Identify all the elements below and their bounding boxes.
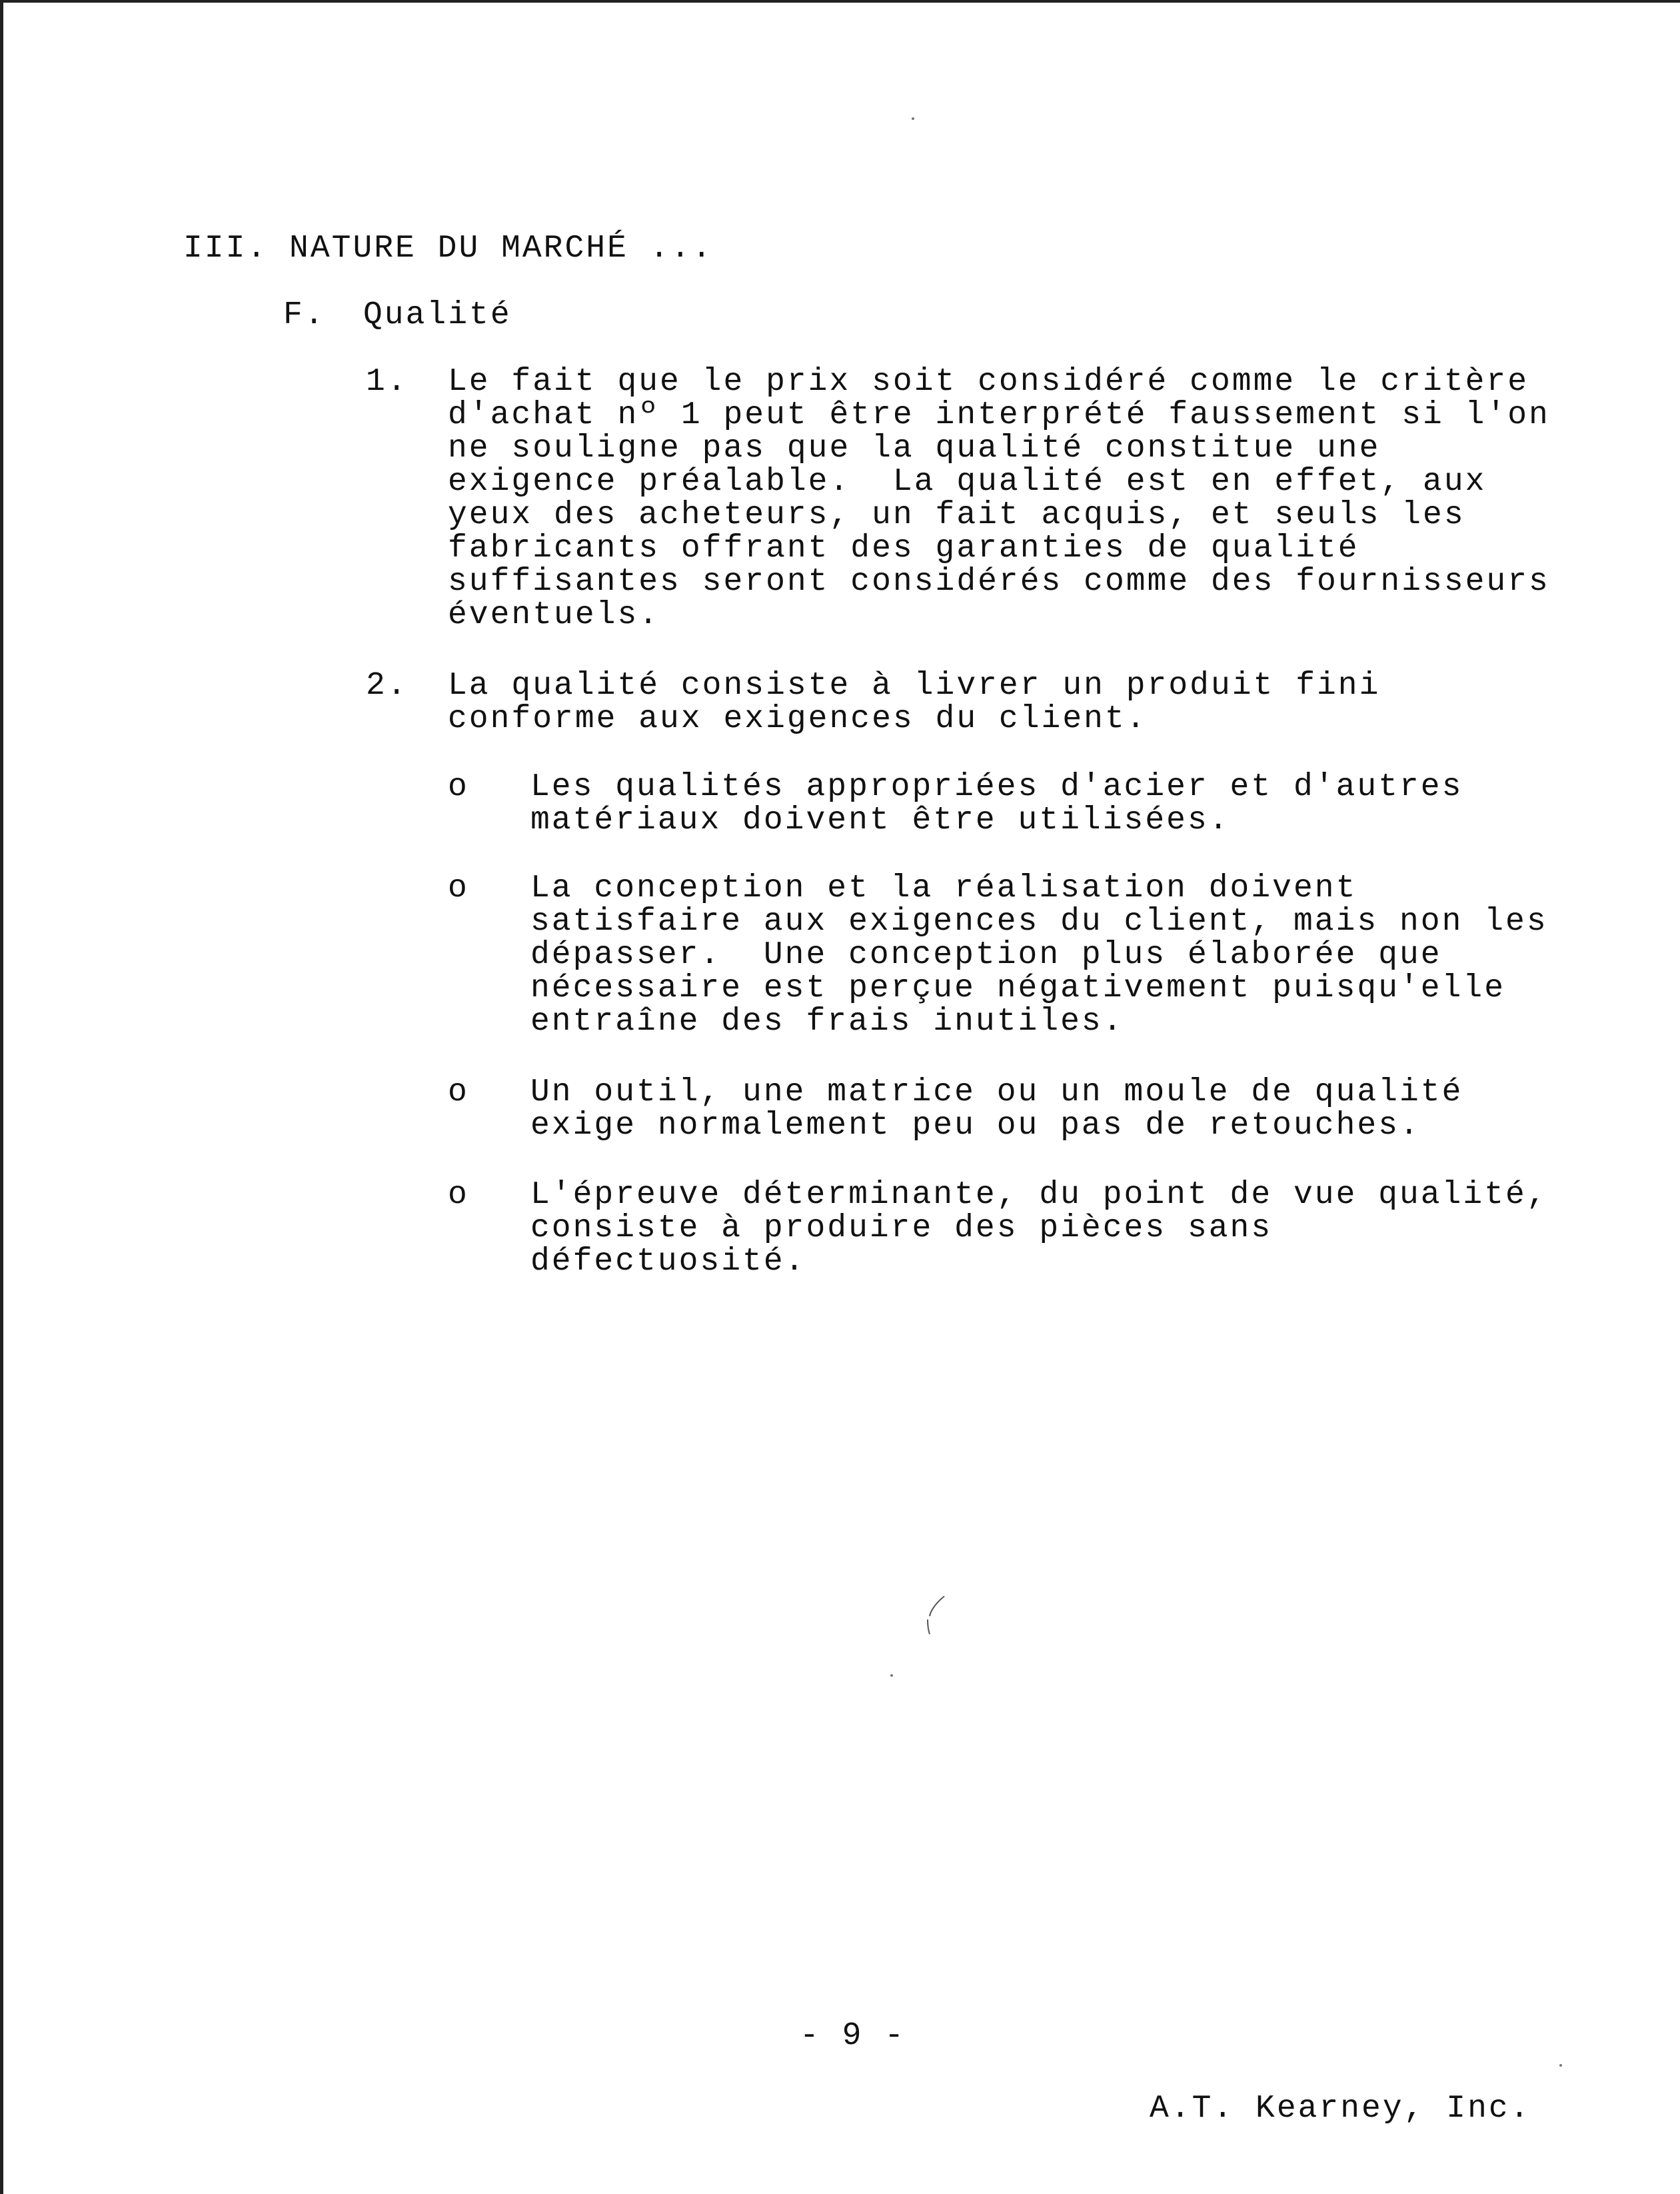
paragraph-line: exigence préalable. La qualité est en effet, aux	[448, 464, 1487, 500]
subsection-title: Qualité	[363, 297, 512, 333]
paragraph-line: suffisantes seront considérés comme des fournisseurs	[448, 564, 1550, 600]
scan-speck	[1559, 2064, 1562, 2067]
bullet-line: consiste à produire des pièces sans	[530, 1210, 1273, 1246]
scan-speck	[890, 1674, 893, 1677]
page-border-left	[0, 0, 3, 2194]
bullet-line: matériaux doivent être utilisées.	[530, 802, 1230, 838]
bullet-line: nécessaire est perçue négativement puisqu'elle	[530, 970, 1506, 1006]
page-number: - 9 -	[800, 2018, 906, 2054]
bullet-marker: o	[448, 1177, 469, 1213]
paragraph-line: éventuels.	[448, 597, 660, 633]
item-number: 1.	[366, 364, 409, 400]
page-border-top	[0, 0, 1680, 3]
bullet-line: satisfaire aux exigences du client, mais non les	[530, 904, 1548, 940]
bullet-marker: o	[448, 769, 469, 805]
bullet-line: entraîne des frais inutiles.	[530, 1004, 1124, 1040]
bullet-line: L'épreuve déterminante, du point de vue qualité,	[530, 1177, 1548, 1213]
paragraph-line: yeux des acheteurs, un fait acquis, et seuls les	[448, 497, 1465, 533]
bullet-marker: o	[448, 1074, 469, 1110]
bullet-line: défectuosité.	[530, 1244, 806, 1280]
section-heading: III. NATURE DU MARCHÉ ...	[183, 231, 714, 267]
item-number: 2.	[366, 668, 409, 704]
bullet-marker: o	[448, 870, 469, 906]
scan-speck	[912, 117, 914, 120]
stray-pen-mark	[923, 1593, 950, 1640]
bullet-line: dépasser. Une conception plus élaborée que	[530, 937, 1442, 973]
bullet-line: La conception et la réalisation doivent	[530, 870, 1357, 906]
paragraph-line: ne souligne pas que la qualité constitue une	[448, 431, 1381, 467]
bullet-line: Les qualités appropriées d'acier et d'autres	[530, 769, 1463, 805]
paragraph-line: conforme aux exigences du client.	[448, 701, 1148, 737]
paragraph-line: Le fait que le prix soit considéré comme le critère	[448, 364, 1529, 400]
paragraph-line: La qualité consiste à livrer un produit fini	[448, 668, 1381, 704]
footer-company: A.T. Kearney, Inc.	[1150, 2091, 1531, 2127]
subsection-marker: F.	[283, 297, 326, 333]
bullet-line: Un outil, une matrice ou un moule de qualité	[530, 1074, 1463, 1110]
bullet-line: exige normalement peu ou pas de retouches.	[530, 1108, 1421, 1144]
paragraph-line: fabricants offrant des garanties de qualité	[448, 531, 1359, 566]
paragraph-line: d'achat nº 1 peut être interprété faussement si l'on	[448, 397, 1550, 433]
